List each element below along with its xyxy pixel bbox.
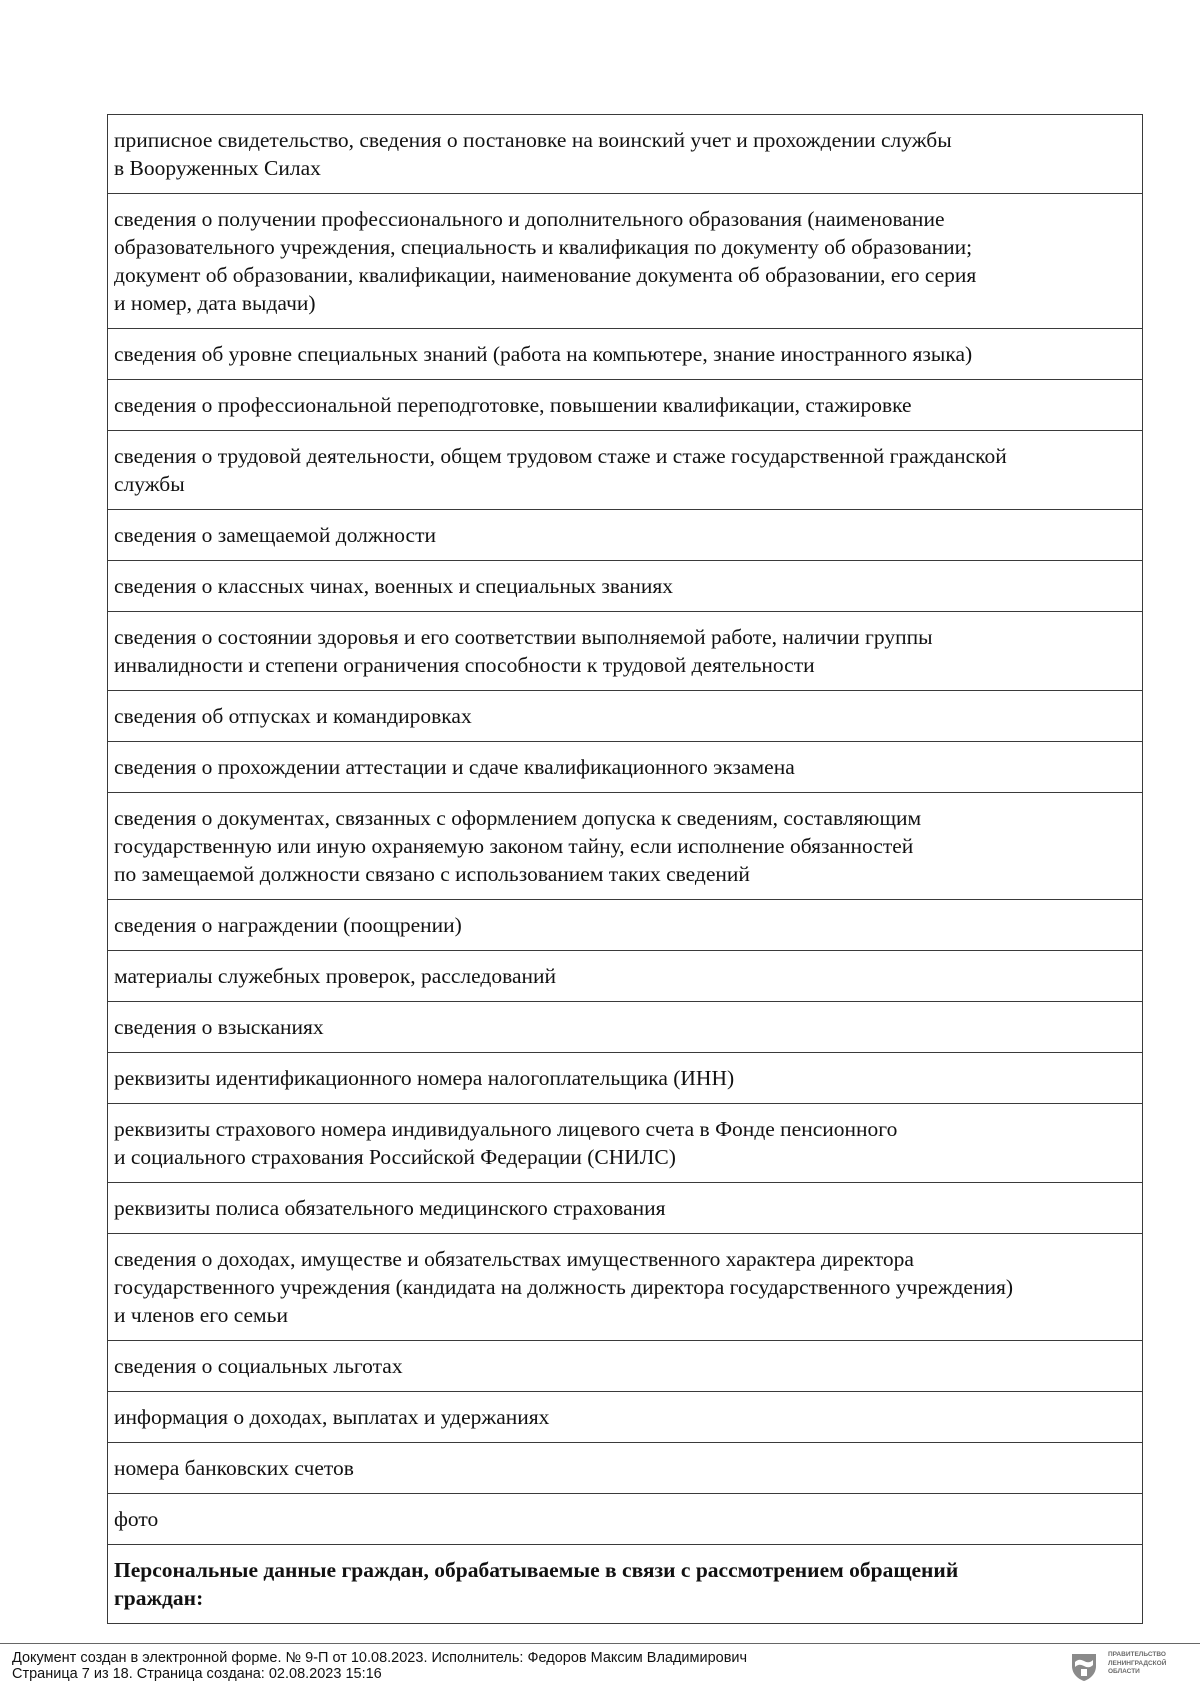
- footer-info: [12, 1650, 747, 1682]
- table-cell: сведения о состоянии здоровья и его соответствии выполняемой работе, наличии группы инвалидности и степени ограничения способности к трудовой деятельности: [108, 612, 1143, 691]
- table-row: [108, 1392, 1143, 1443]
- table-cell: реквизиты полиса обязательного медицинского страхования: [108, 1183, 1143, 1234]
- table-row: [108, 1053, 1143, 1104]
- table-cell: сведения о классных чинах, военных и специальных званиях: [108, 561, 1143, 612]
- table-cell: сведения о взысканиях: [108, 1002, 1143, 1053]
- table-row: [108, 900, 1143, 951]
- table-row: [108, 1183, 1143, 1234]
- table-row: [108, 742, 1143, 793]
- table-cell: сведения об уровне специальных знаний (работа на компьютере, знание иностранного языка): [108, 329, 1143, 380]
- government-logo: [1070, 1650, 1194, 1690]
- table-row: [108, 1341, 1143, 1392]
- table-cell: сведения о получении профессионального и дополнительного образования (наименование образовательного учреждения, специальность и квалификация по документу об образовании; документ об образовании, квалификации, наименование документа об образовании, его серия и номер, дата выдачи): [108, 194, 1143, 329]
- table-row: [108, 1104, 1143, 1183]
- footer-line-document: Документ создан в электронной форме. № 9-П от 10.08.2023. Исполнитель: Федоров Максим Владимирович: [12, 1650, 748, 1666]
- table-cell: сведения о награждении (поощрении): [108, 900, 1143, 951]
- personal-data-table: [107, 114, 1143, 1624]
- table-row: [108, 1002, 1143, 1053]
- table-cell: сведения об отпусках и командировках: [108, 691, 1143, 742]
- coat-of-arms-emblem-icon: [1070, 1652, 1098, 1682]
- table-cell: реквизиты страхового номера индивидуального лицевого счета в Фонде пенсионного и социального страхования Российской Федерации (СНИЛС): [108, 1104, 1143, 1183]
- footer-divider: [0, 1643, 1200, 1644]
- table-row: [108, 1443, 1143, 1494]
- table-row: [108, 1494, 1143, 1545]
- table-row: [108, 431, 1143, 510]
- table-cell: номера банковских счетов: [108, 1443, 1143, 1494]
- table-row: [108, 1234, 1143, 1341]
- table-row: [108, 1545, 1143, 1624]
- table-row: [108, 691, 1143, 742]
- table-body: [108, 115, 1143, 1624]
- table-row: [108, 951, 1143, 1002]
- table-row: [108, 510, 1143, 561]
- table-row: [108, 115, 1143, 194]
- table-cell: приписное свидетельство, сведения о постановке на воинский учет и прохождении службы в Вооруженных Силах: [108, 115, 1143, 194]
- table-cell: информация о доходах, выплатах и удержаниях: [108, 1392, 1143, 1443]
- table-row: [108, 793, 1143, 900]
- table-row: [108, 329, 1143, 380]
- table-cell: сведения о документах, связанных с оформлением допуска к сведениям, составляющим государственную или иную охраняемую законом тайну, если исполнение обязанностей по замещаемой должности связано с использованием таких сведений: [108, 793, 1143, 900]
- table-row: [108, 612, 1143, 691]
- table-cell: реквизиты идентификационного номера налогоплательщика (ИНН): [108, 1053, 1143, 1104]
- footer-line-page: Страница 7 из 18. Страница создана: 02.08.2023 15:16: [12, 1666, 382, 1682]
- table-cell: сведения о трудовой деятельности, общем трудовом стаже и стаже государственной гражданской службы: [108, 431, 1143, 510]
- table-cell: материалы служебных проверок, расследований: [108, 951, 1143, 1002]
- table-cell: сведения о прохождении аттестации и сдаче квалификационного экзамена: [108, 742, 1143, 793]
- section-heading-cell: Персональные данные граждан, обрабатываемые в связи с рассмотрением обращений граждан:: [108, 1545, 1143, 1624]
- table-row: [108, 561, 1143, 612]
- table-cell: фото: [108, 1494, 1143, 1545]
- logo-caption: ПРАВИТЕЛЬСТВО ЛЕНИНГРАДСКОЙ ОБЛАСТИ: [1108, 1651, 1167, 1675]
- table-cell: сведения о доходах, имуществе и обязательствах имущественного характера директора государственного учреждения (кандидата на должность директора государственного учреждения) и членов его семьи: [108, 1234, 1143, 1341]
- table-cell: сведения о замещаемой должности: [108, 510, 1143, 561]
- table-row: [108, 380, 1143, 431]
- table-cell: сведения о социальных льготах: [108, 1341, 1143, 1392]
- table-cell: сведения о профессиональной переподготовке, повышении квалификации, стажировке: [108, 380, 1143, 431]
- table-row: [108, 194, 1143, 329]
